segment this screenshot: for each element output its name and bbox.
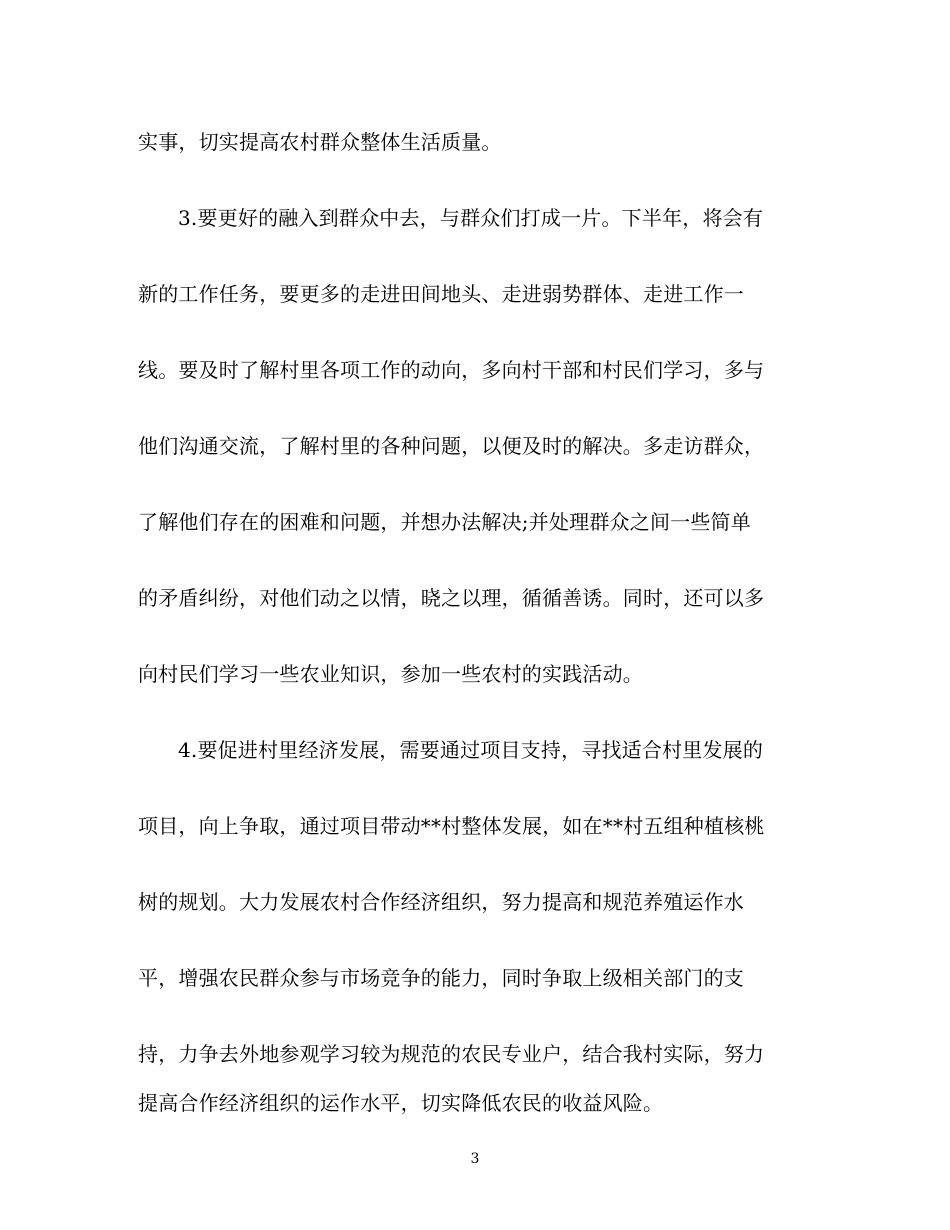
paragraph-3-start: 3.要更好的融入到群众中去，与群众们打成一片。下半年，将会有 <box>178 206 764 230</box>
text-line: 平，增强农民群众参与市场竞争的能力，同时争取上级相关部门的支 <box>138 966 744 990</box>
text-line: 项目，向上争取，通过项目带动**村整体发展，如在**村五组种植核桃 <box>138 814 765 838</box>
page-number: 3 <box>470 1151 480 1167</box>
text-line: 线。要及时了解村里各项工作的动向，多向村干部和村民们学习，多与 <box>138 358 765 382</box>
text-line: 向村民们学习一些农业知识，参加一些农村的实践活动。 <box>138 662 643 686</box>
text-line: 的矛盾纠纷，对他们动之以情，晓之以理，循循善诱。同时，还可以多 <box>138 586 765 610</box>
text-line: 提高合作经济组织的运作水平，切实降低农民的收益风险。 <box>138 1091 664 1115</box>
text-line: 持，力争去外地参观学习较为规范的农民专业户，结合我村实际，努力 <box>138 1042 765 1066</box>
text-line: 新的工作任务，要更多的走进田间地头、走进弱势群体、走进工作一 <box>138 282 744 306</box>
text-line: 了解他们存在的困难和问题，并想办法解决;并处理群众之间一些简单 <box>138 510 751 534</box>
text-line: 他们沟通交流，了解村里的各种问题，以便及时的解决。多走访群众， <box>138 434 765 458</box>
text-line: 实事，切实提高农村群众整体生活质量。 <box>138 130 502 154</box>
text-line: 树的规划。大力发展农村合作经济组织，努力提高和规范养殖运作水 <box>138 890 744 914</box>
paragraph-4-start: 4.要促进村里经济发展，需要通过项目支持，寻找适合村里发展的 <box>178 738 764 762</box>
